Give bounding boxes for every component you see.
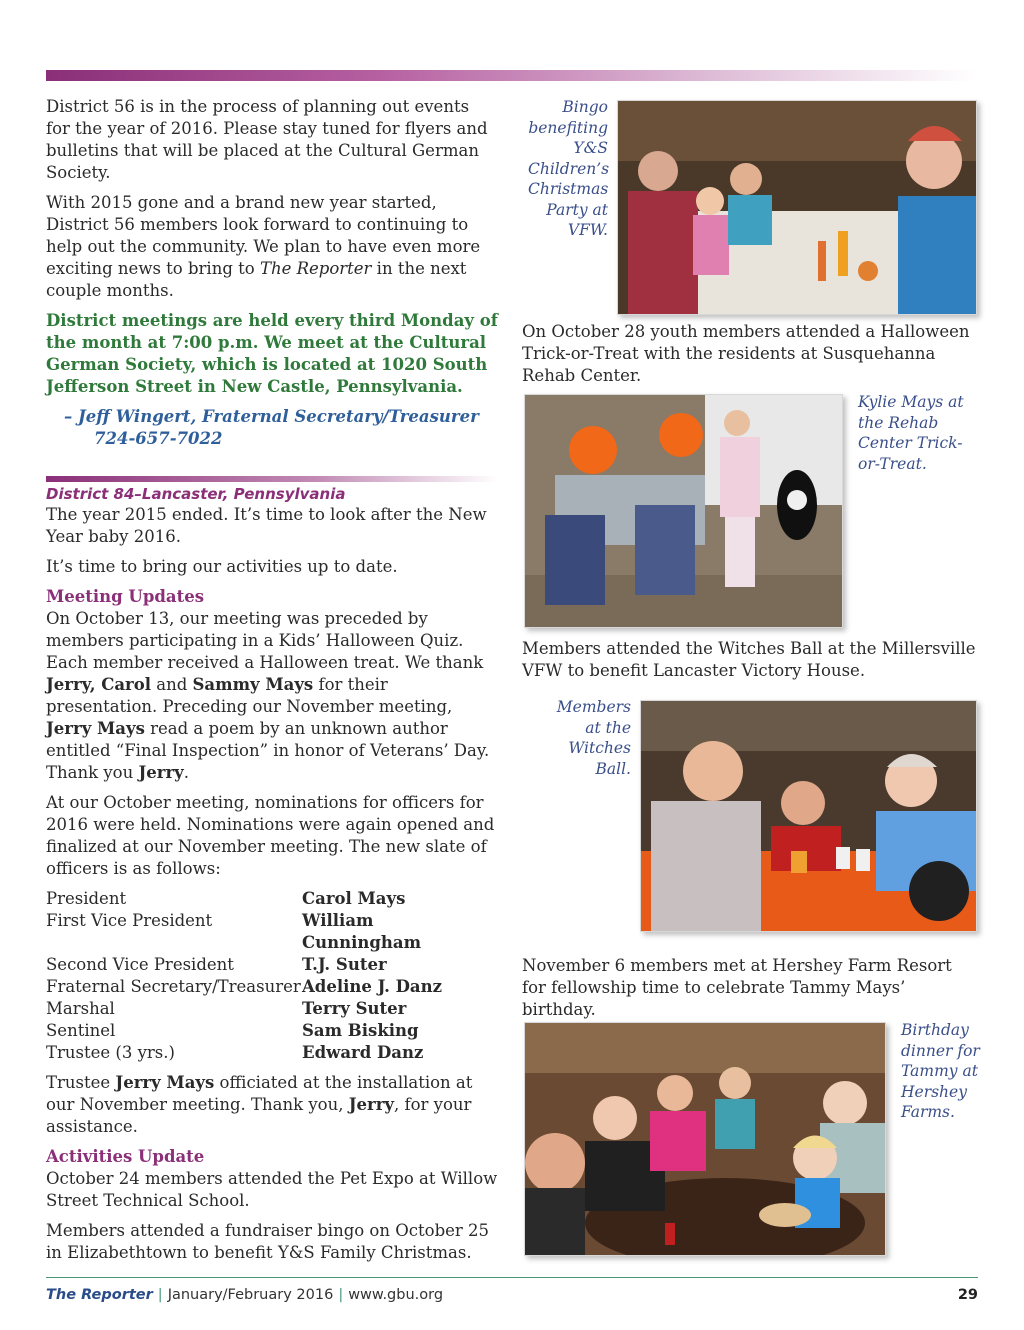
photo-trick-or-treat-image (525, 395, 842, 627)
hershey-paragraph: November 6 members met at Hershey Farm Resort for fellowship time to celebrate Tammy Mays’ birthday. (522, 956, 952, 1019)
year-paragraph: The year 2015 ended. It’s time to look after the New Year baby 2016. (46, 505, 487, 546)
photo-bingo-image (618, 101, 976, 314)
officer-name: William Cunningham (302, 911, 422, 952)
officer-role: Trustee (3 yrs.) (46, 1043, 175, 1062)
photo-trick-or-treat (524, 394, 843, 628)
officer-row (46, 1042, 498, 1064)
activities-update-heading: Activities Update (46, 1147, 205, 1166)
mu-name-2: Sammy Mays (192, 675, 314, 694)
mu-text-c: and (150, 675, 193, 694)
officer-name: Edward Danz (302, 1043, 424, 1062)
officer-name: Carol Mays (302, 889, 406, 908)
intro-text: With 2015 gone and a brand new year started, District 56 members look forward to continuing to help out the community. We plan to have even more exciting news to bring to (46, 193, 481, 278)
officer-role: First Vice President (46, 911, 213, 930)
top-accent-bar (46, 70, 976, 81)
caption-birthday: Birthday dinner for Tammy at Hershey Farms. (901, 1021, 980, 1121)
caption-kylie: Kylie Mays at the Rehab Center Trick-or-Treat. (858, 393, 964, 473)
officer-role: President (46, 889, 127, 908)
section-divider (46, 476, 498, 482)
photo-witches-ball-image (641, 701, 976, 931)
officer-role: Second Vice President (46, 955, 234, 974)
update-paragraph: It’s time to bring our activities up to date. (46, 557, 398, 576)
mu-names-1: Jerry, Carol (46, 675, 151, 694)
mu-name-4: Jerry (138, 763, 184, 782)
trustee-name-2: Jerry (348, 1095, 395, 1114)
bingo-paragraph: Members attended a fundraiser bingo on October 25 in Elizabethtown to benefit Y&S Family Christmas. (46, 1221, 490, 1262)
officer-role: Sentinel (46, 1021, 116, 1040)
footer-separator: | (338, 1287, 344, 1303)
mu-text-e: for their presentation. Preceding our November meeting, (46, 675, 453, 716)
officer-row (46, 910, 498, 954)
footer-issue: January/February 2016 (167, 1287, 334, 1303)
officer-name: Terry Suter (302, 999, 407, 1018)
photo-bingo (617, 100, 977, 315)
publication-title-inline: The Reporter (259, 259, 372, 278)
caption-witches: Members at the Witches Ball. (556, 698, 631, 778)
officer-name: Adeline J. Danz (302, 977, 442, 996)
photo-witches-ball (640, 700, 977, 932)
pet-expo-paragraph: October 24 members attended the Pet Expo at Willow Street Technical School. (46, 1169, 498, 1210)
meeting-updates-paragraph (46, 608, 498, 784)
trustee-paragraph (46, 1072, 498, 1138)
meeting-updates-heading: Meeting Updates (46, 587, 204, 606)
officers-table (46, 888, 498, 1064)
officer-row (46, 1020, 498, 1042)
page-footer (46, 1287, 978, 1303)
halloween-paragraph: On October 28 youth members attended a Halloween Trick-or-Treat with the residents at Susquehanna Rehab Center. (522, 322, 970, 385)
intro-paragraph-2 (46, 192, 498, 302)
officer-row (46, 998, 498, 1020)
officer-name: T.J. Suter (302, 955, 387, 974)
caption-bingo: Bingo benefiting Y&S Children’s Christmas Party at VFW. (528, 98, 610, 239)
mu-name-3: Jerry Mays (46, 719, 145, 738)
photo-birthday-dinner (524, 1022, 886, 1256)
page-number: 29 (957, 1287, 978, 1303)
signature-phone: 724-657-7022 (94, 429, 223, 448)
trustee-name-1: Jerry Mays (115, 1073, 215, 1092)
district-84-heading: District 84–Lancaster, Pennsylvania (46, 485, 346, 503)
intro-text-end: in the next couple months. (46, 259, 467, 300)
trustee-text-c: officiated at the installation at our November meeting. Thank you, (46, 1073, 473, 1114)
footer-divider (46, 1277, 978, 1278)
trustee-text-e: , for your assistance. (46, 1095, 472, 1136)
mu-text-g: read a poem by an unknown author entitled “Final Inspection” in honor of Veterans’ Day. Thank you (46, 719, 490, 782)
footer-website[interactable]: www.gbu.org (348, 1287, 444, 1303)
intro-paragraph-1: District 56 is in the process of planning out events for the year of 2016. Please stay tuned for flyers and bulletins that will be placed at the Cultural German Society. (46, 97, 488, 182)
left-column (46, 96, 498, 1272)
meetings-notice: District meetings are held every third Monday of the month at 7:00 p.m. We meet at the Cultural German Society, which is located at 1020 South Jefferson Street in New Castle, Pennsylvania. (46, 311, 498, 396)
footer-publication: The Reporter (46, 1287, 153, 1303)
mu-text-a: On October 13, our meeting was preceded by members participating in a Kids’ Halloween Quiz. Each member received a Halloween treat. We thank (46, 609, 484, 672)
nominations-paragraph: At our October meeting, nominations for officers for 2016 were held. Nominations were again opened and finalized at our November meeting. The new slate of officers is as follows: (46, 793, 495, 878)
officer-role: Fraternal Secretary/Treasurer (46, 977, 301, 996)
footer-separator: | (157, 1287, 163, 1303)
officer-role: Marshal (46, 999, 115, 1018)
officer-row (46, 954, 498, 976)
mu-text-i: . (183, 763, 189, 782)
photo-birthday-dinner-image (525, 1023, 885, 1255)
officer-name: Sam Bisking (302, 1021, 419, 1040)
officer-row (46, 976, 498, 998)
witches-paragraph: Members attended the Witches Ball at the Millersville VFW to benefit Lancaster Victory House. (522, 639, 976, 680)
trustee-text-a: Trustee (46, 1073, 116, 1092)
officer-row (46, 888, 498, 910)
signature: – Jeff Wingert, Fraternal Secretary/Treasurer (64, 407, 479, 426)
